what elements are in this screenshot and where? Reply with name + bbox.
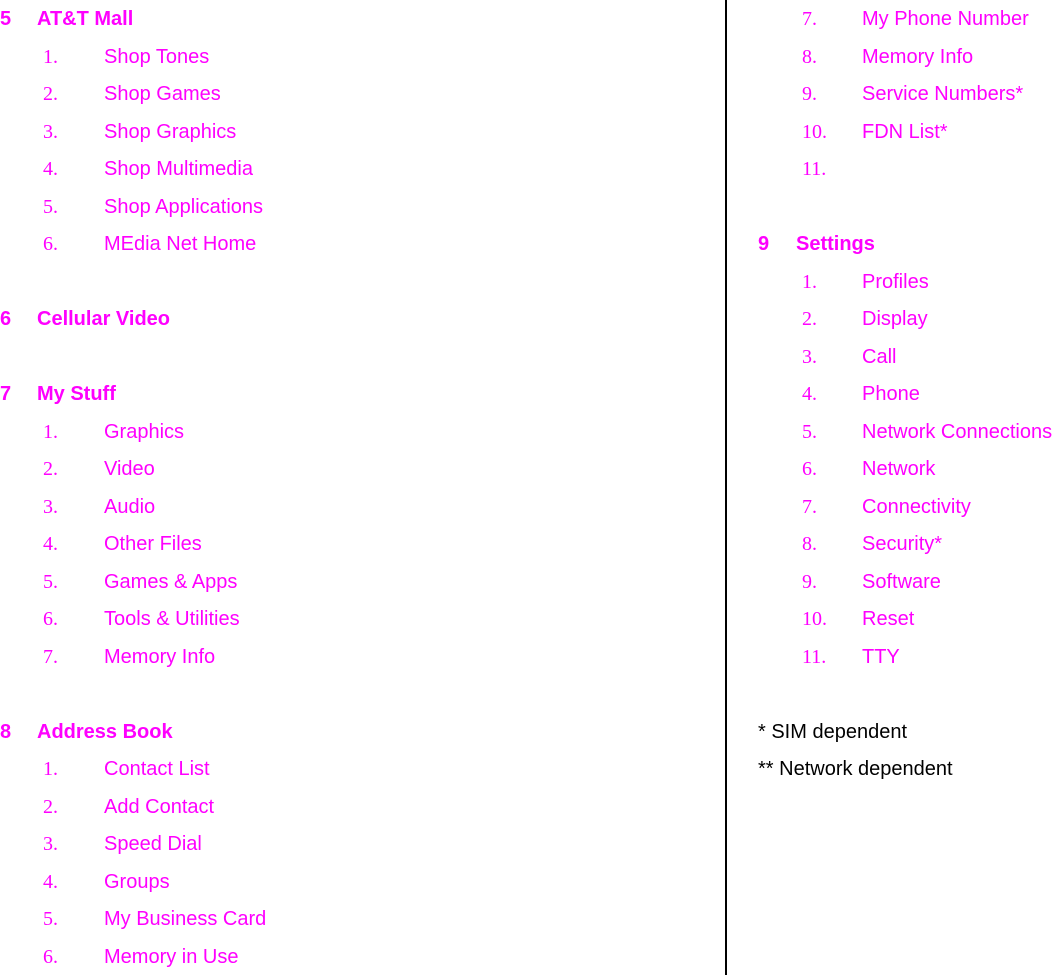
section-heading-settings	[728, 225, 1060, 263]
spacer	[0, 675, 725, 713]
item-number: 8.	[802, 533, 817, 555]
section-title: Cellular Video	[37, 308, 171, 330]
item-number: 11.	[802, 645, 827, 668]
section-heading-cellular-video	[0, 300, 725, 338]
item-number: 10.	[802, 608, 827, 630]
list-item-tty	[728, 638, 1060, 676]
item-label: Audio	[104, 495, 156, 518]
section-title: Settings	[796, 233, 875, 255]
item-number: 5.	[43, 570, 58, 593]
item-number: 7.	[43, 645, 58, 668]
item-number: 3.	[43, 833, 58, 855]
list-item-tools-utilities	[0, 600, 725, 638]
item-label: Software	[862, 570, 941, 593]
item-label: Shop Multimedia	[104, 158, 253, 180]
list-item-my-phone-number	[728, 0, 1060, 38]
list-item-network-connections	[728, 413, 1060, 451]
section-number: 6	[0, 308, 12, 330]
list-item-other-files	[0, 525, 725, 563]
item-label: Other Files	[104, 533, 202, 555]
item-label: Memory Info	[862, 45, 974, 68]
item-label: Phone	[862, 383, 920, 405]
item-label: Contact List	[104, 758, 210, 780]
section-title: AT&T Mall	[37, 8, 134, 30]
list-item-memory-info	[728, 38, 1060, 76]
section-number: 8	[0, 720, 12, 743]
item-label: Tools & Utilities	[104, 608, 240, 630]
item-number: 7.	[802, 8, 817, 30]
item-label: Security*	[862, 533, 943, 555]
list-item-memory-in-use	[0, 938, 725, 975]
list-item-groups	[0, 863, 725, 901]
list-item-games-apps	[0, 563, 725, 601]
list-item-audio	[0, 488, 725, 526]
spacer	[728, 675, 1060, 713]
list-item-add-contact	[0, 788, 725, 826]
item-number: 4.	[802, 383, 817, 405]
item-label: Network	[862, 458, 936, 480]
item-label: Network Connections	[862, 420, 1053, 443]
item-number: 8.	[802, 45, 817, 68]
item-number: 4.	[43, 158, 58, 180]
list-item-security	[728, 525, 1060, 563]
item-number: 4.	[43, 870, 58, 893]
list-item-network	[728, 450, 1060, 488]
item-number: 3.	[43, 495, 58, 518]
item-number: 1.	[43, 758, 58, 780]
section-heading-my-stuff	[0, 375, 725, 413]
item-label: Graphics	[104, 420, 185, 443]
list-item-shop-graphics	[0, 113, 725, 151]
list-item-graphics	[0, 413, 725, 451]
item-label: Service Numbers*	[862, 83, 1024, 105]
item-label: My Phone Number	[862, 8, 1029, 30]
item-label: Shop Games	[104, 83, 221, 105]
list-item-speed-dial	[0, 825, 725, 863]
item-label: FDN List*	[862, 120, 948, 143]
list-item-fdn-list	[728, 113, 1060, 151]
item-label: Speed Dial	[104, 833, 202, 855]
list-item-service-numbers	[728, 75, 1060, 113]
list-item-memory-info	[0, 638, 725, 676]
section-title: Address Book	[37, 720, 173, 743]
footnote-network-dependent	[728, 750, 1060, 788]
section-title: My Stuff	[37, 383, 116, 405]
section-heading-address-book	[0, 713, 725, 751]
item-number: 2.	[43, 795, 58, 818]
item-number: 6.	[43, 233, 58, 255]
list-item-connectivity	[728, 488, 1060, 526]
item-number: 9.	[802, 570, 817, 593]
item-label: My Business Card	[104, 908, 267, 930]
item-number: 5.	[43, 195, 58, 218]
item-number: 5.	[43, 908, 58, 930]
item-label: Display	[862, 308, 928, 330]
item-number: 6.	[43, 945, 58, 968]
list-item-empty	[728, 150, 1060, 188]
item-label: Shop Graphics	[104, 120, 237, 143]
list-item-video	[0, 450, 725, 488]
item-number: 10.	[802, 120, 827, 143]
section-number: 9	[758, 233, 770, 255]
section-heading-at-t-mall	[0, 0, 725, 38]
item-label: Add Contact	[104, 795, 215, 818]
item-label: Games & Apps	[104, 570, 238, 593]
item-label: Memory Info	[104, 645, 216, 668]
item-label: Reset	[862, 608, 915, 630]
item-number: 7.	[802, 495, 817, 518]
item-number: 1.	[43, 45, 58, 68]
spacer	[0, 263, 725, 301]
column-divider	[725, 0, 727, 975]
item-number: 3.	[802, 345, 817, 368]
list-item-shop-applications	[0, 188, 725, 226]
item-number: 6.	[43, 608, 58, 630]
list-item-display	[728, 300, 1060, 338]
item-number: 2.	[43, 458, 58, 480]
item-label: Video	[104, 458, 155, 480]
list-item-reset	[728, 600, 1060, 638]
item-number: 6.	[802, 458, 817, 480]
footnote-text: * SIM dependent	[758, 720, 907, 743]
item-number: 9.	[802, 83, 817, 105]
footnote-sim-dependent	[728, 713, 1060, 751]
item-number: 1.	[43, 420, 58, 443]
item-label: TTY	[862, 645, 900, 668]
section-number: 7	[0, 383, 12, 405]
right-column	[728, 0, 1060, 788]
item-label: Call	[862, 345, 897, 368]
list-item-media-net-home	[0, 225, 725, 263]
list-item-profiles	[728, 263, 1060, 301]
list-item-contact-list	[0, 750, 725, 788]
spacer	[0, 338, 725, 376]
item-label: MEdia Net Home	[104, 233, 257, 255]
list-item-call	[728, 338, 1060, 376]
item-label: Connectivity	[862, 495, 971, 518]
item-number: 4.	[43, 533, 58, 555]
list-item-shop-tones	[0, 38, 725, 76]
item-label: Groups	[104, 870, 170, 893]
item-label: Memory in Use	[104, 945, 239, 968]
list-item-shop-games	[0, 75, 725, 113]
item-label: Shop Tones	[104, 45, 210, 68]
item-label: Shop Applications	[104, 195, 264, 218]
footnote-text: ** Network dependent	[758, 758, 953, 780]
list-item-software	[728, 563, 1060, 601]
item-number: 11.	[802, 158, 827, 180]
item-number: 2.	[43, 83, 58, 105]
item-number: 2.	[802, 308, 817, 330]
list-item-my-business-card	[0, 900, 725, 938]
section-number: 5	[0, 8, 12, 30]
list-item-shop-multimedia	[0, 150, 725, 188]
list-item-phone	[728, 375, 1060, 413]
item-number: 5.	[802, 420, 817, 443]
item-number: 1.	[802, 270, 817, 293]
item-number: 3.	[43, 120, 58, 143]
item-label: Profiles	[862, 270, 929, 293]
spacer	[728, 188, 1060, 226]
